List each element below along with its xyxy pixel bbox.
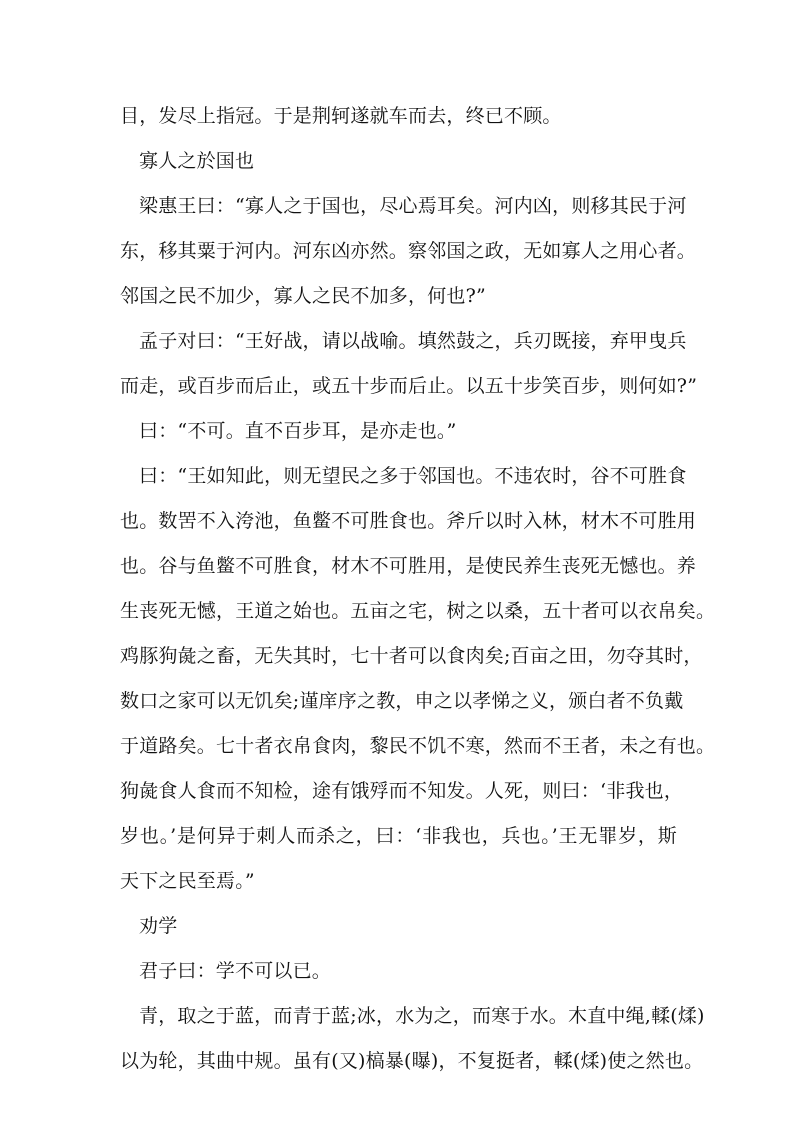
text-line-9: 曰：“王如知此，则无望民之多于邻国也。不违农时，谷不可胜食 [139, 465, 687, 487]
text-line-5: 邻国之民不加少，寡人之民不加多，何也?” [120, 285, 486, 307]
text-line-1: 目，发尽上指冠。于是荆轲遂就车而去，终已不顾。 [120, 105, 562, 127]
section-title-guaren: 寡人之於国也 [139, 150, 255, 172]
text-line-8: 曰：“不可。直不百步耳，是亦走也。” [139, 420, 457, 442]
text-line-13: 鸡豚狗彘之畜，无失其时，七十者可以食肉矣;百亩之田，勿夺其时， [120, 645, 703, 667]
text-line-16: 狗彘食人食而不知检，途有饿殍而不知发。人死，则曰：‘非我也， [120, 780, 684, 802]
text-line-14: 数口之家可以无饥矣;谨庠序之教，申之以孝悌之义，颁白者不负戴 [120, 690, 684, 712]
text-line-4: 东，移其粟于河内。河东凶亦然。察邻国之政，无如寡人之用心者。 [120, 240, 697, 262]
section-title-quanxue: 劝学 [139, 915, 178, 937]
text-line-21: 青，取之于蓝，而青于蓝;冰，水为之，而寒于水。木直中绳,輮(煣) [139, 1005, 705, 1027]
text-line-12: 生丧死无憾，王道之始也。五亩之宅，树之以桑，五十者可以衣帛矣。 [120, 600, 716, 622]
text-line-18: 天下之民至焉。” [120, 870, 255, 892]
text-line-20: 君子曰：学不可以已。 [139, 960, 332, 982]
text-line-11: 也。谷与鱼鳖不可胜食，材木不可胜用，是使民养生丧死无憾也。养 [120, 555, 697, 577]
text-line-7: 而走，或百步而后止，或五十步而后止。以五十步笑百步，则何如?” [120, 375, 698, 397]
text-line-22: 以为轮，其曲中规。虽有(又)槁暴(曝)，不复挺者，輮(煣)使之然也。 [120, 1050, 704, 1072]
text-line-15: 于道路矣。七十者衣帛食肉，黎民不饥不寒，然而不王者，未之有也。 [120, 735, 716, 757]
text-line-17: 岁也。’是何异于刺人而杀之，曰：‘非我也，兵也。’王无罪岁，斯 [120, 825, 677, 847]
text-line-6: 孟子对曰：“王好战，请以战喻。填然鼓之，兵刃既接，弃甲曳兵 [139, 330, 687, 352]
text-line-3: 梁惠王曰：“寡人之于国也，尽心焉耳矣。河内凶，则移其民于河 [139, 195, 687, 217]
text-line-10: 也。数罟不入洿池，鱼鳖不可胜食也。斧斤以时入林，材木不可胜用 [120, 510, 697, 532]
